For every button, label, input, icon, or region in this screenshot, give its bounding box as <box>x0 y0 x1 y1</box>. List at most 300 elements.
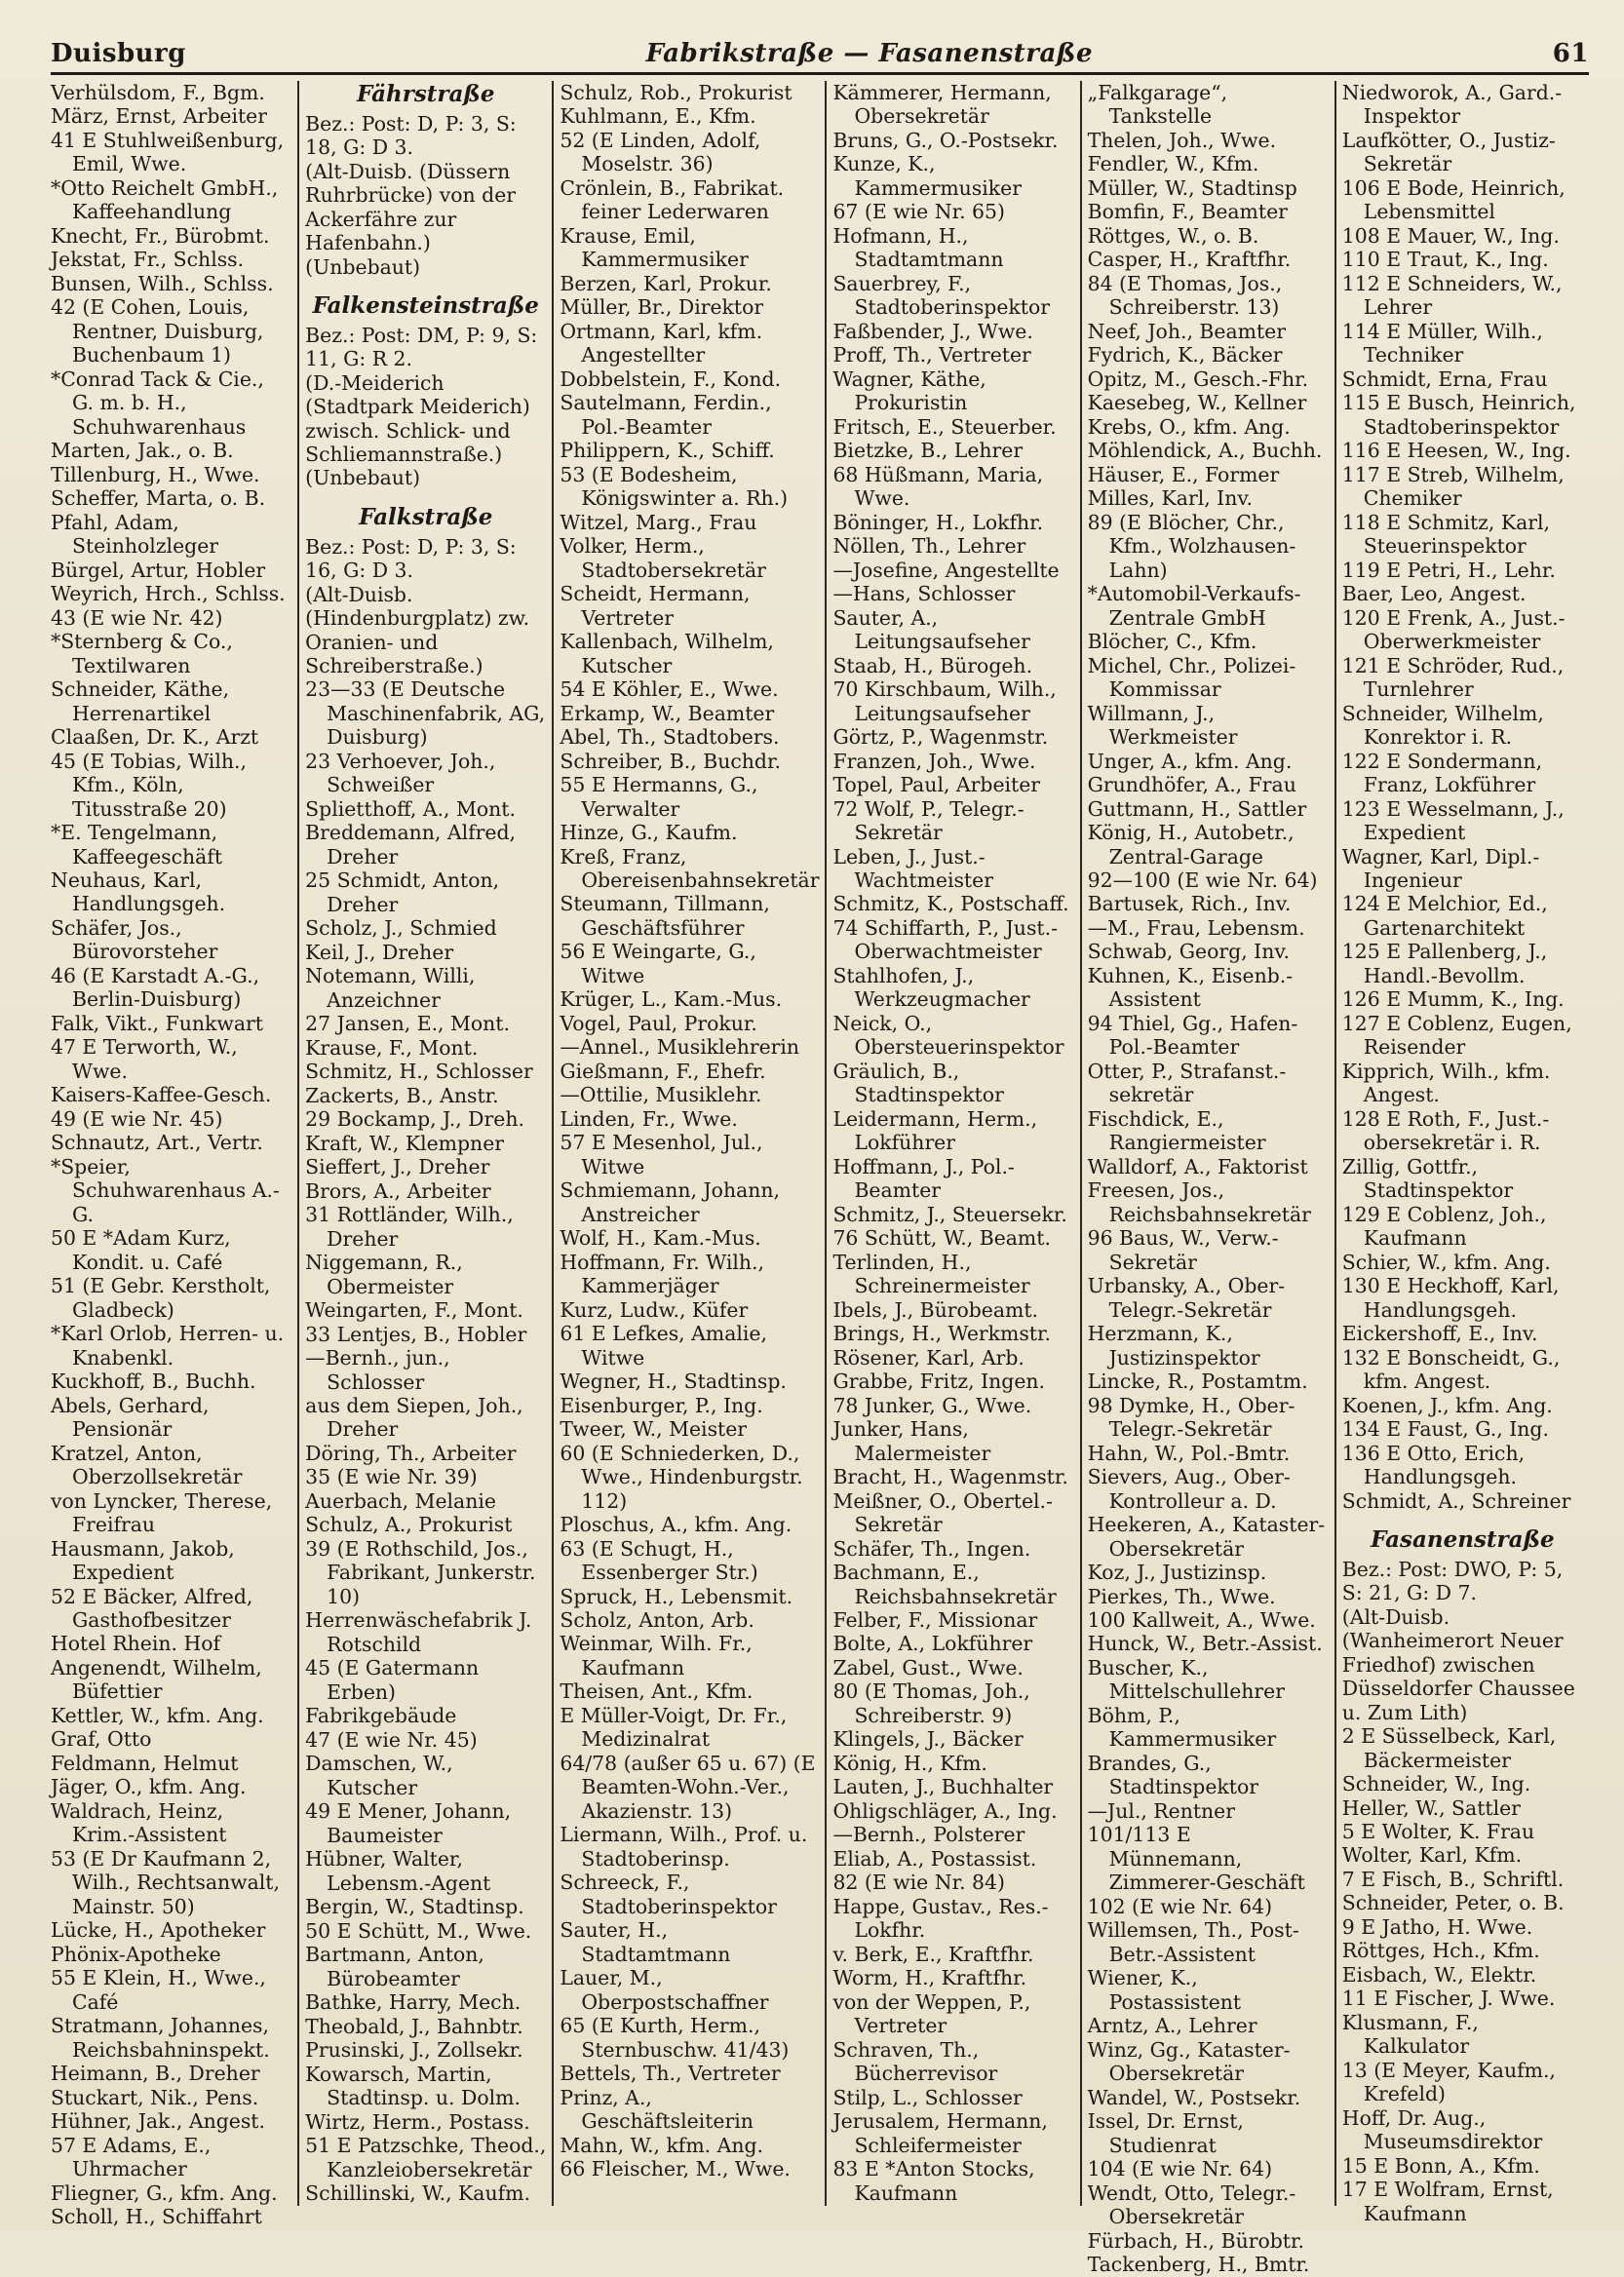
resident-entry: Abels, Gerhard, Pensionär <box>51 1393 210 1442</box>
resident-entry: Schreeck, F., Stadtoberinspektor <box>560 1871 777 1918</box>
directory-columns <box>51 81 1589 2277</box>
resident-entry: 41 E Stuhlweißenburg, Emil, Wwe. <box>51 128 285 176</box>
resident-entry: Wagner, Karl, Dipl.-Ingenieur <box>1341 844 1540 892</box>
resident-entry: Marten, Jak., o. B. <box>51 439 234 463</box>
resident-entry: Gießmann, F., Ehefr. <box>560 1059 766 1083</box>
resident-entry: Faßbender, J., Wwe. <box>832 319 1033 343</box>
resident-entry: Bolte, A., Lokführer <box>832 1632 1033 1656</box>
resident-entry: Prinz, A., Geschäftsleiterin <box>560 2085 754 2134</box>
resident-entry: Milles, Karl, Inv. <box>1087 486 1253 511</box>
resident-entry: Schäfer, Jos., Bürovorsteher <box>51 915 218 964</box>
resident-entry: Müller, Br., Direktor <box>560 295 764 320</box>
resident-entry: —Annel., Musiklehrerin <box>560 1035 800 1060</box>
resident-entry: —M., Frau, Lebensm. <box>1087 915 1305 940</box>
resident-entry: Brors, A., Arbeiter <box>305 1178 491 1203</box>
resident-entry: Splietthoff, A., Mont. <box>305 796 516 821</box>
resident-entry: Wiener, K., Postassistent <box>1087 1966 1242 2014</box>
resident-entry: 121 E Schröder, Rud., Turnlehrer <box>1341 653 1565 702</box>
resident-entry: 45 (E Tobias, Wilh., Kfm., Köln, Titusstraße 20) <box>51 749 247 821</box>
resident-entry: 130 E Heckhoff, Karl, Handlungsgeh. <box>1341 1274 1560 1322</box>
resident-entry: Wendt, Otto, Telegr.-Obersekretär <box>1087 2181 1296 2229</box>
resident-entry: Bartusek, Rich., Inv. <box>1087 892 1292 916</box>
resident-entry: Neuhaus, Karl, Handlungsgeh. <box>51 868 226 916</box>
resident-entry: Feldmann, Helmut <box>51 1751 239 1775</box>
resident-entry: *Conrad Tack & Cie., G. m. b. H., Schuhwarenhaus <box>51 367 264 439</box>
resident-entry: Wirtz, Herm., Postass. <box>305 2109 530 2134</box>
resident-entry: Unger, A., kfm. Ang. <box>1087 749 1293 773</box>
resident-entry: 112 E Schneiders, W., Lehrer <box>1341 271 1563 320</box>
resident-entry: Fliegner, G., kfm. Ang. <box>51 2181 278 2205</box>
resident-entry: Schneider, Peter, o. B. <box>1341 1891 1565 1915</box>
resident-entry: Böhm, P., Kammermusiker <box>1087 1703 1277 1752</box>
resident-entry: März, Ernst, Arbeiter <box>51 104 267 129</box>
resident-entry: Kuhlmann, E., Kfm. <box>560 104 756 129</box>
resident-entry: Kaisers-Kaffee-Gesch. <box>51 1083 272 1107</box>
resident-entry: Röttges, W., o. B. <box>1087 223 1259 248</box>
resident-entry: 89 (E Blöcher, Chr., Kfm., Wolzhausen-Lahn) <box>1087 510 1296 582</box>
resident-entry: Hoff, Dr. Aug., Museumsdirektor <box>1341 2105 1543 2154</box>
resident-entry: 126 E Mumm, K., Ing. <box>1341 987 1565 1012</box>
resident-entry: Willemsen, Th., Post-Betr.-Assistent <box>1087 1918 1299 1966</box>
resident-entry: 117 E Streb, Wilhelm, Chemiker <box>1341 462 1565 511</box>
resident-entry: 63 (E Schugt, H., Essenberger Str.) <box>560 1536 758 1585</box>
resident-entry: Krebs, O., kfm. Ang. <box>1087 414 1291 439</box>
resident-entry: Stilp, L., Schlosser <box>832 2085 1023 2109</box>
resident-entry: Bracht, H., Wagenmstr. <box>832 1465 1068 1489</box>
resident-entry: Schulz, A., Prokurist <box>305 1513 513 1537</box>
resident-entry: Graf, Otto <box>51 1727 152 1752</box>
resident-entry: Brings, H., Werkmstr. <box>832 1322 1051 1346</box>
resident-entry: Schwab, Georg, Inv. <box>1087 940 1290 964</box>
resident-entry: Jerusalem, Hermann, Schleifermeister <box>832 2109 1048 2157</box>
resident-entry: Philippern, K., Schiff. <box>560 439 775 463</box>
resident-entry: Möhlendick, A., Buchh. <box>1087 439 1323 463</box>
resident-entry: 5 E Wolter, K. Frau <box>1341 1819 1535 1843</box>
resident-entry: Pierkes, Th., Wwe. <box>1087 1584 1276 1608</box>
resident-entry: Rösener, Karl, Arb. <box>832 1345 1025 1370</box>
resident-entry: Pfahl, Adam, Steinholzleger <box>51 510 219 559</box>
resident-entry: 7 E Fisch, B., Schriftl. <box>1341 1867 1565 1891</box>
resident-entry: 49 E Mener, Johann, Baumeister <box>305 1799 512 1847</box>
resident-entry: 80 (E Thomas, Joh., Schreiberstr. 9) <box>832 1679 1030 1727</box>
resident-entry: Lincke, R., Postamtm. <box>1087 1370 1308 1394</box>
street-heading: Falkstraße <box>359 503 493 530</box>
resident-entry: Lauer, M., Oberpostschaffner <box>560 1966 769 2014</box>
resident-entry: 67 (E wie Nr. 65) <box>832 200 1005 224</box>
resident-entry: 43 (E wie Nr. 42) <box>51 605 223 630</box>
resident-entry: 110 E Traut, K., Ing. <box>1341 248 1549 272</box>
street-heading: Fasanenstraße <box>1371 1526 1555 1554</box>
resident-entry: Schmitz, J., Steuersekr. <box>832 1202 1067 1226</box>
resident-entry: Opitz, M., Gesch.-Fhr. <box>1087 367 1309 391</box>
resident-entry: 136 E Otto, Erich, Handlungsgeh. <box>1341 1441 1526 1489</box>
resident-entry: König, H., Autobetr., Zentral-Garage <box>1087 821 1295 868</box>
street-description: Bez.: Post: D, P: 3, S: 16, G: D 3. <box>305 534 517 583</box>
resident-entry: —Josefine, Angestellte <box>832 558 1060 582</box>
resident-entry: Breddemann, Alfred, Dreher <box>305 821 517 868</box>
resident-entry: Nöllen, Th., Lehrer <box>832 534 1026 559</box>
resident-entry: Meißner, O., Obertel.-Sekretär <box>832 1488 1053 1537</box>
resident-entry: von Lyncker, Therese, Freifrau <box>51 1488 273 1537</box>
resident-entry: *E. Tengelmann, Kaffeegeschäft <box>51 821 223 868</box>
resident-entry: 15 E Bonn, A., Kfm. <box>1341 2153 1540 2178</box>
resident-entry: 52 (E Linden, Adolf, Moselstr. 36) <box>560 128 761 176</box>
resident-entry: Niedworok, A., Gard.-Inspektor <box>1341 81 1563 129</box>
resident-entry: Eickershoff, E., Inv. <box>1341 1322 1538 1346</box>
resident-entry: 132 E Bonscheidt, G., kfm. Angest. <box>1341 1345 1561 1394</box>
resident-entry: Verhülsdom, F., Bgm. <box>51 81 265 104</box>
resident-entry: Fendler, W., Kfm. <box>1087 152 1259 176</box>
resident-entry: Klingels, J., Bäcker <box>832 1727 1024 1752</box>
resident-entry: Kallenbach, Wilhelm, Kutscher <box>560 630 774 677</box>
resident-entry: Volker, Herm., Stadtobersekretär <box>560 534 766 582</box>
resident-entry: Koz, J., Justizinsp. <box>1087 1561 1267 1585</box>
resident-entry: 114 E Müller, Wilh., Techniker <box>1341 319 1543 367</box>
resident-entry: 78 Junker, G., Wwe. <box>832 1393 1032 1417</box>
resident-entry: Blöcher, C., Kfm. <box>1087 630 1257 654</box>
resident-entry: Hausmann, Jakob, Expedient <box>51 1536 235 1585</box>
resident-entry: Bartmann, Anton, Bürobeamter <box>305 1943 484 1990</box>
resident-entry: 46 (E Karstadt A.-G., Berlin-Duisburg) <box>51 963 260 1012</box>
resident-entry: Kurz, Ludw., Küfer <box>560 1297 749 1322</box>
street-description: Bez.: Post: D, P: 3, S: 18, G: D 3. <box>305 111 517 160</box>
resident-entry: Witzel, Marg., Frau <box>560 510 757 534</box>
resident-entry: Scheffer, Marta, o. B. <box>51 486 266 511</box>
resident-entry: Schneider, Wilhelm, Konrektor i. R. <box>1341 701 1544 750</box>
resident-entry: Bachmann, E., Reichsbahnsekretär <box>832 1561 1057 1608</box>
resident-entry: Tweer, W., Meister <box>560 1417 748 1442</box>
resident-entry: Junker, Hans, Malermeister <box>832 1417 991 1465</box>
resident-entry: 125 E Pallenberg, J., Handl.-Bevollm. <box>1341 940 1548 987</box>
resident-entry: Neick, O., Obersteuerinspektor <box>832 1011 1064 1060</box>
resident-entry: Bürgel, Artur, Hobler <box>51 558 266 582</box>
resident-entry: Leidermann, Herm., Lokführer <box>832 1106 1038 1155</box>
resident-entry: Kunze, K., Kammermusiker <box>832 152 1022 200</box>
resident-entry: Weinmar, Wilh. Fr., Kaufmann <box>560 1632 753 1679</box>
resident-entry: Kaesebeg, W., Kellner <box>1087 391 1307 415</box>
resident-entry: Stratmann, Johannes, Reichsbahninspekt. <box>51 2014 270 2062</box>
resident-entry: Bathke, Harry, Mech. <box>305 1990 522 2015</box>
resident-entry: Schmidt, A., Schreiner <box>1341 1488 1571 1513</box>
resident-entry: Sieffert, J., Dreher <box>305 1155 490 1179</box>
resident-entry: Bergin, W., Stadtinsp. <box>305 1895 524 1919</box>
resident-entry: Steumann, Tillmann, Geschäftsführer <box>560 892 770 940</box>
resident-entry: Tackenberg, H., Bmtr. <box>1087 2253 1310 2277</box>
street-description: Bez.: Post: DWO, P: 5, S: 21, G: D 7. <box>1341 1557 1564 1605</box>
resident-entry: 45 (E Gatermann Erben) <box>305 1656 480 1704</box>
street-heading: Fährstraße <box>357 81 495 107</box>
resident-entry: Claaßen, Dr. K., Arzt <box>51 725 259 750</box>
resident-entry: Scheidt, Hermann, Vertreter <box>560 582 751 630</box>
resident-entry: 102 (E wie Nr. 64) <box>1087 1894 1273 1918</box>
resident-entry: Krüger, L., Kam.-Mus. <box>560 987 783 1012</box>
resident-entry: Lücke, H., Apotheker <box>51 1918 266 1943</box>
resident-entry: Theobald, J., Bahnbtr. <box>305 2014 523 2038</box>
resident-entry: Zabel, Gust., Wwe. <box>832 1655 1024 1679</box>
resident-entry: 76 Schütt, W., Beamt. <box>832 1226 1051 1251</box>
column-4 <box>825 81 1079 2206</box>
resident-entry: Heller, W., Sattler <box>1341 1795 1521 1820</box>
resident-entry: Felber, F., Missionar <box>832 1608 1038 1632</box>
resident-entry: *Otto Reichelt GmbH., Kaffeehandlung <box>51 175 279 224</box>
resident-entry: Herrenwäschefabrik J. Rotschild <box>305 1608 532 1656</box>
resident-entry: 101/113 E Münnemann, Zimmerer-Geschäft <box>1087 1823 1305 1895</box>
resident-entry: Wandel, W., Postsekr. <box>1087 2085 1301 2109</box>
resident-entry: Kuckhoff, B., Buchh. <box>51 1370 256 1394</box>
resident-entry: Phönix-Apotheke <box>51 1942 221 1966</box>
resident-entry: 57 E Adams, E., Uhrmacher <box>51 2133 212 2181</box>
resident-entry: Döring, Th., Arbeiter <box>305 1441 517 1465</box>
resident-entry: Hotel Rhein. Hof <box>51 1632 221 1656</box>
resident-entry: Tillenburg, H., Wwe. <box>51 462 260 486</box>
resident-entry: Thelen, Joh., Wwe. <box>1087 128 1277 152</box>
resident-entry: 92—100 (E wie Nr. 64) <box>1087 868 1318 892</box>
resident-entry: Baer, Leo, Angest. <box>1341 582 1527 606</box>
resident-entry: Bruns, G., O.-Postsekr. <box>832 128 1059 152</box>
resident-entry: Scholz, Anton, Arb. <box>560 1608 754 1632</box>
resident-entry: 47 (E wie Nr. 45) <box>305 1727 478 1752</box>
resident-entry: Kraft, W., Klempner <box>305 1131 505 1155</box>
resident-entry: 124 E Melchior, Ed., Gartenarchitekt <box>1341 892 1548 940</box>
street-heading: Falkensteinstraße <box>312 291 539 319</box>
resident-entry: 53 (E Dr Kaufmann 2, Wilh., Rechtsanwalt, Mainstr. 50) <box>51 1846 280 1918</box>
resident-entry: Stuckart, Nik., Pens. <box>51 2085 259 2109</box>
resident-entry: E Müller-Voigt, Dr. Fr., Medizinalrat <box>560 1703 788 1752</box>
column-1 <box>51 81 297 2229</box>
resident-entry: Notemann, Willi, Anzeichner <box>305 964 476 1012</box>
resident-entry: 2 E Süsselbeck, Karl, Bäckermeister <box>1341 1724 1557 1772</box>
resident-entry: 54 E Köhler, E., Wwe. <box>560 677 779 702</box>
resident-entry: 116 E Heesen, W., Ing. <box>1341 439 1571 463</box>
resident-entry: *Sternberg & Co., Textilwaren <box>51 630 233 677</box>
resident-entry: —Ottilie, Musiklehr. <box>560 1083 762 1107</box>
resident-entry: 72 Wolf, P., Telegr.-Sekretär <box>832 796 1025 845</box>
resident-entry: 115 E Busch, Heinrich, Stadtoberinspektor <box>1341 391 1576 439</box>
resident-entry: 70 Kirschbaum, Wilh., Leitungsaufseher <box>832 677 1057 725</box>
resident-entry: Röttges, Hch., Kfm. <box>1341 1939 1540 1963</box>
resident-entry: Schäfer, Th., Ingen. <box>832 1536 1031 1561</box>
resident-entry: 129 E Coblenz, Joh., Kaufmann <box>1341 1202 1547 1251</box>
resident-entry: Spruck, H., Lebensmit. <box>560 1584 793 1608</box>
resident-entry: 57 E Mesenhol, Jul., Witwe <box>560 1131 763 1178</box>
resident-entry: 25 Schmidt, Anton, Dreher <box>305 868 500 916</box>
resident-entry: Prusinski, J., Zollsekr. <box>305 2038 523 2063</box>
resident-entry: Ibels, J., Bürobeamt. <box>832 1297 1039 1322</box>
resident-entry: 65 (E Kurth, Herm., Sternbuschw. 41/43) <box>560 2014 790 2062</box>
resident-entry: Sauter, H., Stadtamtmann <box>560 1918 731 1966</box>
resident-entry: Laufkötter, O., Justiz-Sekretär <box>1341 128 1556 176</box>
street-description: (Alt-Duisb. (Düssern Ruhrbrücke) von der Ackerfähre zur Hafenbahn.) <box>305 159 517 255</box>
resident-entry: Ortmann, Karl, kfm. Angestellter <box>560 319 763 367</box>
resident-entry: Angenendt, Wilhelm, Büfettier <box>51 1655 262 1704</box>
resident-entry: Wagner, Käthe, Prokuristin <box>832 367 986 415</box>
resident-entry: Hunck, W., Betr.-Assist. <box>1087 1632 1323 1656</box>
resident-entry: 13 (E Meyer, Kaufm., Krefeld) <box>1341 2058 1556 2106</box>
resident-entry: *Speier, Schuhwarenhaus A.-G. <box>51 1154 280 1226</box>
resident-entry: Falk, Vikt., Funkwart <box>51 1011 263 1035</box>
resident-entry: Wolter, Karl, Kfm. <box>1341 1843 1523 1868</box>
resident-entry: Klusmann, F., Kalkulator <box>1341 2010 1479 2059</box>
header-street-range: Fabrikstraße — Fasanenstraße <box>645 39 1094 68</box>
resident-entry: 64/78 (außer 65 u. 67) (E Beamten-Wohn.-Ver., Akazienstr. 13) <box>560 1751 816 1823</box>
resident-entry: 134 E Faust, G., Ing. <box>1341 1417 1549 1442</box>
resident-entry: Scholz, J., Schmied <box>305 916 497 941</box>
resident-entry: Hübner, Walter, Lebensm.-Agent <box>305 1847 491 1895</box>
resident-entry: Gräulich, B., Stadtinspektor <box>832 1059 1004 1107</box>
resident-entry: 83 E *Anton Stocks, Kaufmann <box>832 2157 1035 2205</box>
column-6 <box>1334 81 1589 2225</box>
resident-entry: Walldorf, A., Faktorist <box>1087 1154 1308 1178</box>
resident-entry: Urbansky, A., Ober-Telegr.-Sekretär <box>1087 1274 1286 1322</box>
resident-entry: Görtz, P., Wagenmstr. <box>832 725 1049 750</box>
resident-entry: Mahn, W., kfm. Ang. <box>560 2133 764 2157</box>
resident-entry: 31 Rottländer, Wilh., Dreher <box>305 1203 514 1251</box>
resident-entry: 9 E Jatho, H. Wwe. <box>1341 1914 1533 1939</box>
resident-entry: Kämmerer, Hermann, Obersekretär <box>832 81 1052 129</box>
resident-entry: Eliab, A., Postassist. <box>832 1846 1037 1871</box>
resident-entry: Hahn, W., Pol.-Bmtr. <box>1087 1441 1291 1465</box>
resident-entry: 98 Dymke, H., Ober-Telegr.-Sekretär <box>1087 1393 1295 1442</box>
resident-entry: —Jul., Rentner <box>1087 1798 1235 1823</box>
resident-entry: Wolf, H., Kam.-Mus. <box>560 1226 761 1251</box>
resident-entry: Berzen, Karl, Prokur. <box>560 271 772 295</box>
resident-entry: Hühner, Jak., Angest. <box>51 2109 265 2134</box>
resident-entry: 104 (E wie Nr. 64) <box>1087 2157 1273 2181</box>
resident-entry: Brandes, G., Stadtinspektor <box>1087 1751 1259 1799</box>
resident-entry: Weyrich, Hrch., Schlss. <box>51 582 286 606</box>
resident-entry: 84 (E Thomas, Jos., Schreiberstr. 13) <box>1087 271 1283 320</box>
resident-entry: *Karl Orlob, Herren- u. Knabenkl. <box>51 1322 285 1370</box>
resident-entry: 23 Verhoever, Joh., Schweißer <box>305 749 496 797</box>
resident-entry: Guttmann, H., Sattler <box>1087 796 1307 821</box>
resident-entry: Zillig, Gottfr., Stadtinspektor <box>1341 1154 1514 1203</box>
resident-entry: Winz, Gg., Kataster-Obersekretär <box>1087 2037 1291 2086</box>
resident-entry: 122 E Sondermann, Franz, Lokführer <box>1341 749 1543 797</box>
resident-entry: Fischdick, E., Rangiermeister <box>1087 1106 1266 1155</box>
resident-entry: 27 Jansen, E., Mont. <box>305 1012 510 1036</box>
resident-entry: Damschen, W., Kutscher <box>305 1752 453 1799</box>
resident-entry: Waldrach, Heinz, Krim.-Assistent <box>51 1798 227 1847</box>
resident-entry: Leben, J., Just.-Wachtmeister <box>832 844 993 892</box>
resident-entry: Schulz, Rob., Prokurist <box>560 81 793 104</box>
resident-entry: Kratzel, Anton, Oberzollsekretär <box>51 1441 243 1489</box>
resident-entry: Schier, W., kfm. Ang. <box>1341 1250 1551 1274</box>
resident-entry: Zackerts, B., Anstr. <box>305 1083 499 1107</box>
street-description: (Unbebaut) <box>305 466 421 490</box>
resident-entry: 68 Hüßmann, Maria, Wwe. <box>832 462 1044 511</box>
resident-entry: Dobbelstein, F., Kond. <box>560 367 782 391</box>
resident-entry: Stahlhofen, J., Werkzeugmacher <box>832 963 1030 1012</box>
resident-entry: Fabrikgebäude <box>305 1704 457 1728</box>
resident-entry: Sautelmann, Ferdin., Pol.-Beamter <box>560 391 772 439</box>
resident-entry: Vogel, Paul, Prokur. <box>560 1011 757 1035</box>
resident-entry: Jäger, O., kfm. Ang. <box>51 1775 247 1799</box>
resident-entry: Herzmann, K., Justizinspektor <box>1087 1322 1260 1370</box>
resident-entry: von der Weppen, P., Vertreter <box>832 1989 1031 2038</box>
resident-entry: Keil, J., Dreher <box>305 940 454 964</box>
resident-entry: Schillinski, W., Kaufm. <box>305 2181 530 2205</box>
resident-entry: 120 E Frenk, A., Just.-Oberwerkmeister <box>1341 605 1566 654</box>
resident-entry: Sauerbrey, F., Stadtoberinspektor <box>832 271 1050 320</box>
resident-entry: 52 E Bäcker, Alfred, Gasthofbesitzer <box>51 1584 253 1632</box>
resident-entry: Bomfin, F., Beamter <box>1087 200 1288 224</box>
resident-entry: Neef, Joh., Beamter <box>1087 319 1286 343</box>
column-5 <box>1080 81 1334 2277</box>
resident-entry: Arntz, A., Lehrer <box>1087 2014 1257 2038</box>
page-header <box>51 39 1589 75</box>
resident-entry: Grundhöfer, A., Frau <box>1087 773 1296 797</box>
resident-entry: 55 E Hermanns, G., Verwalter <box>560 773 758 821</box>
resident-entry: 123 E Wesselmann, J., Expedient <box>1341 796 1565 845</box>
resident-entry: Koenen, J., kfm. Ang. <box>1341 1393 1553 1417</box>
resident-entry: Schneider, Käthe, Herrenartikel <box>51 677 230 725</box>
resident-entry: Happe, Gustav., Res.-Lokfhr. <box>832 1894 1049 1943</box>
resident-entry: —Bernh., jun., Schlosser <box>305 1346 450 1394</box>
resident-entry: Hoffmann, Fr. Wilh., Kammerjäger <box>560 1250 764 1298</box>
resident-entry: 55 E Klein, H., Wwe., Café <box>51 1966 266 2014</box>
resident-entry: Michel, Chr., Polizei-Kommissar <box>1087 653 1296 702</box>
resident-entry: Willmann, J., Werkmeister <box>1087 701 1238 750</box>
resident-entry: Eisenburger, P., Ing. <box>560 1393 763 1417</box>
resident-entry: 66 Fleischer, M., Wwe. <box>560 2157 791 2181</box>
resident-entry: Issel, Dr. Ernst, Studienrat <box>1087 2109 1244 2157</box>
resident-entry: —Hans, Schlosser <box>832 582 1016 606</box>
resident-entry: Schmidt, Erna, Frau <box>1341 367 1548 391</box>
resident-entry: 96 Baus, W., Verw.-Sekretär <box>1087 1226 1279 1274</box>
resident-entry: Liermann, Wilh., Prof. u. Stadtoberinsp. <box>560 1823 808 1871</box>
resident-entry: Casper, H., Kraftfhr. <box>1087 248 1292 272</box>
resident-entry: Schraven, Th., Bücherrevisor <box>832 2037 998 2086</box>
resident-entry: 50 E *Adam Kurz, Kondit. u. Café <box>51 1226 231 1274</box>
resident-entry: Böninger, H., Lokfhr. <box>832 510 1044 534</box>
resident-entry: Jekstat, Fr., Schlss. <box>51 248 245 272</box>
resident-entry: 35 (E wie Nr. 39) <box>305 1465 478 1489</box>
street-description: Bez.: Post: DM, P: 9, S: 11, G: R 2. <box>305 323 538 371</box>
resident-entry: 33 Lentjes, B., Hobler <box>305 1322 527 1346</box>
resident-entry: —Bernh., Polsterer <box>832 1823 1025 1847</box>
resident-entry: 82 (E wie Nr. 84) <box>832 1871 1005 1895</box>
column-2 <box>297 81 552 2206</box>
resident-entry: Eisbach, W., Elektr. <box>1341 1962 1537 1987</box>
resident-entry: Schmitz, K., Postschaff. <box>832 892 1069 916</box>
resident-entry: Niggemann, R., Obermeister <box>305 1251 463 1298</box>
resident-entry: 108 E Mauer, W., Ing. <box>1341 223 1560 248</box>
resident-entry: 119 E Petri, H., Lehr. <box>1341 558 1556 582</box>
resident-entry: 100 Kallweit, A., Wwe. <box>1087 1608 1316 1632</box>
column-3 <box>552 81 825 2206</box>
street-description: (Alt-Duisb. (Hindenburgplatz) zw. Oranien- und Schreiberstraße.) <box>305 582 530 677</box>
resident-entry: Schmitz, H., Schlosser <box>305 1060 533 1084</box>
resident-entry: 56 E Weingarte, G., Witwe <box>560 940 756 987</box>
header-city: Duisburg <box>51 39 186 68</box>
resident-entry: *Automobil-Verkaufs-Zentrale GmbH <box>1087 582 1301 630</box>
resident-entry: Proff, Th., Vertreter <box>832 343 1031 367</box>
resident-entry: 106 E Bode, Heinrich, Lebensmittel <box>1341 175 1566 224</box>
resident-entry: Topel, Paul, Arbeiter <box>832 773 1041 797</box>
resident-entry: Lauten, J., Buchhalter <box>832 1775 1054 1799</box>
resident-entry: 61 E Lefkes, Amalie, Witwe <box>560 1322 767 1370</box>
resident-entry: Kuhnen, K., Eisenb.-Assistent <box>1087 963 1294 1012</box>
resident-entry: Kettler, W., kfm. Ang. <box>51 1703 264 1727</box>
resident-entry: 118 E Schmitz, Karl, Steuerinspektor <box>1341 510 1550 559</box>
resident-entry: Weingarten, F., Mont. <box>305 1298 523 1323</box>
resident-entry: Sauter, A., Leitungsaufseher <box>832 605 1030 654</box>
resident-entry: König, H., Kfm. <box>832 1751 987 1775</box>
resident-entry: 39 (E Rothschild, Jos., Fabrikant, Junkerstr. 10) <box>305 1536 536 1608</box>
resident-entry: 74 Schiffarth, P., Just.-Oberwachtmeister <box>832 915 1058 964</box>
resident-entry: Heimann, B., Dreher <box>51 2062 260 2086</box>
resident-entry: 60 (E Schniederken, D., Wwe., Hindenburgstr. 112) <box>560 1441 803 1513</box>
